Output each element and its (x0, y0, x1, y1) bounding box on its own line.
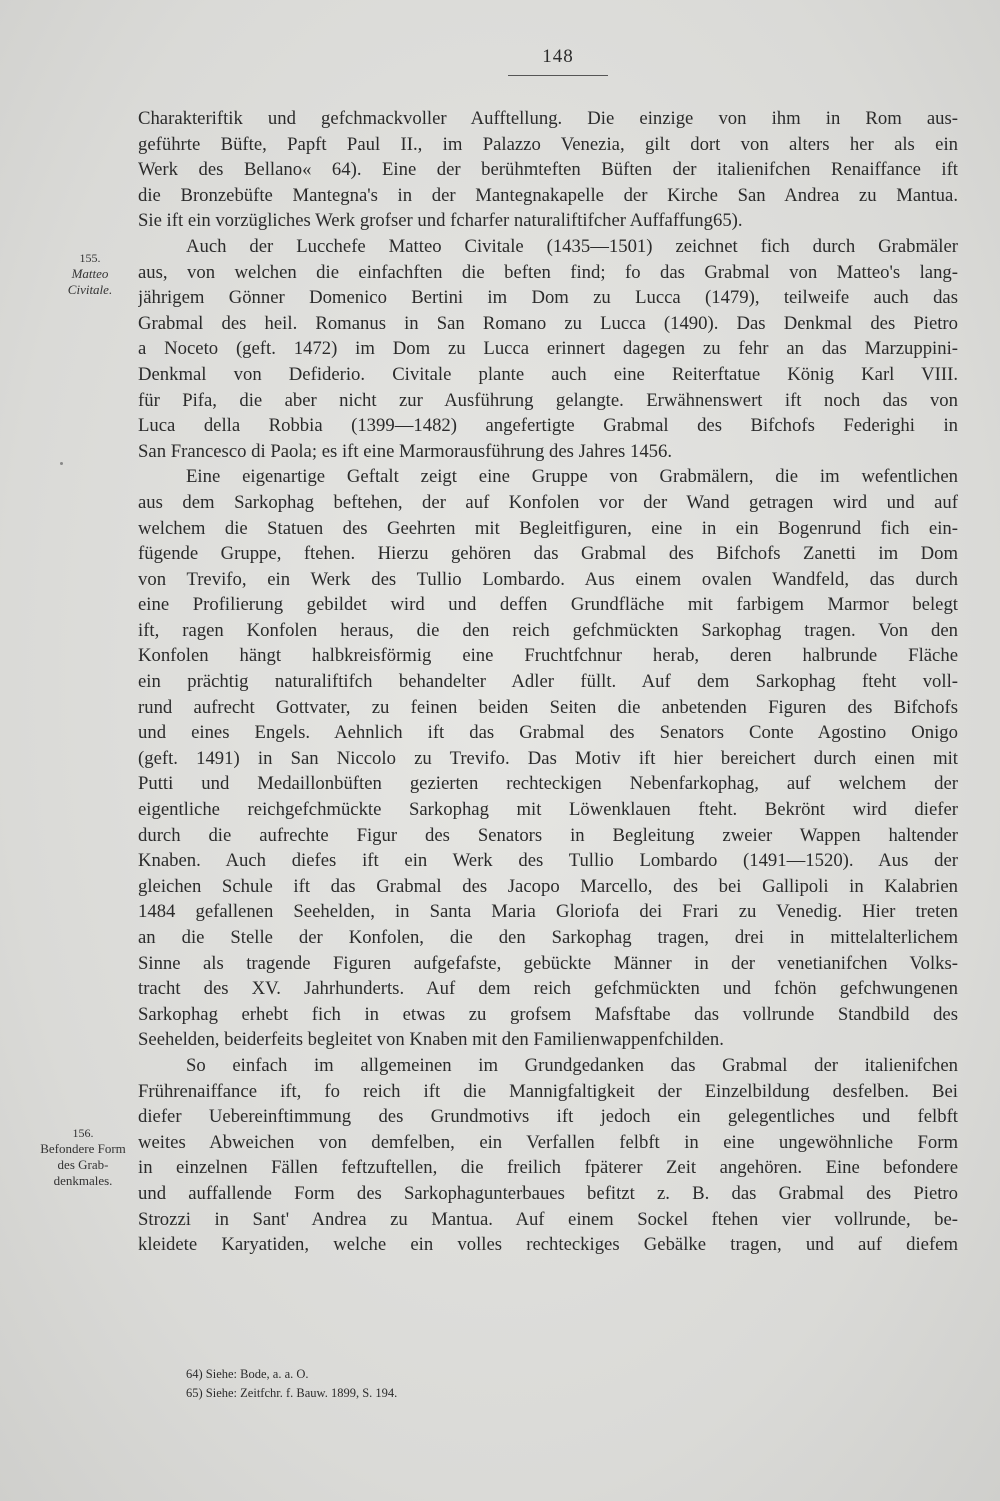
margin-note-line: denkmales. (53, 1173, 113, 1188)
text-line: Knaben. Auch diefes ift ein Werk des Tullio Lombardo (1491—1520). Aus der (138, 850, 958, 872)
text-line: Seehelden, beiderfeits begleitet von Knaben mit den Familienwappenfchilden. (138, 1029, 724, 1051)
text-line: ein prächtig naturaliftifch behandelter Adler füllt. Auf dem Sarkophag fteht voll- (138, 671, 958, 693)
header-rule (508, 75, 608, 76)
body-text (138, 106, 958, 1258)
text-line: rund aufrecht Gottvater, zu feinen beiden Seiten die anbetenden Figuren des Bifchofs (138, 696, 958, 718)
margin-note-number: 156. (72, 1126, 94, 1140)
text-line: ift, ragen Konfolen heraus, die den reich gefchmückten Sarkophag tragen. Von den (138, 619, 958, 641)
text-line: Sie ift ein vorzügliches Werk grofser und fcharfer naturaliftifcher Auffaffung65). (138, 210, 743, 232)
margin-note-line: Befondere Form (40, 1141, 126, 1156)
text-line: und auffallende Form des Sarkophagunterbaues befitzt z. B. das Grabmal des Pietro (138, 1182, 958, 1204)
text-line: die Bronzebüfte Mantegna's in der Mantegnakapelle der Kirche San Andrea zu Mantua. (138, 184, 958, 206)
text-line: eine Profilierung gebildet wird und deffen Grundfläche mit farbigem Marmor belegt (138, 594, 958, 616)
text-line: kleidete Karyatiden, welche ein volles rechteckiges Gebälke tragen, und auf diefem (138, 1234, 958, 1256)
text-line: tracht des XV. Jahrhunderts. Auf dem reich gefchmückten und fchön gefchwungenen (138, 978, 958, 1000)
text-line: aus dem Sarkophag beftehen, der auf Konfolen vor der Wand getragen wird und auf (138, 491, 958, 513)
text-line: Putti und Medaillonbüften gezierten rechteckigen Nebenfarkophag, auf welchem der (138, 773, 958, 795)
text-line: Eine eigenartige Geftalt zeigt eine Gruppe von Grabmälern, die im wefentlichen (186, 466, 958, 488)
text-line: Frührenaiffance ift, fo reich ift die Mannigfaltigkeit der Einzelbildung desfelben. Bei (138, 1080, 958, 1102)
text-line: (geft. 1491) in San Niccolo zu Trevifo. Das Motiv ift hier bereichert durch einen mit (138, 747, 958, 769)
margin-note-number: 155. (79, 251, 101, 265)
page-number: 148 (542, 46, 574, 67)
text-line: diefer Uebereinftimmung des Grundmotivs ift jedoch ein gelegentliches und felbft (138, 1106, 958, 1128)
text-line: gleichen Schule ift das Grabmal des Jacopo Marcello, des bei Gallipoli in Kalabrien (138, 875, 958, 897)
text-line: Auch der Lucchefe Matteo Civitale (1435—1501) zeichnet fich durch Grabmäler (186, 235, 958, 257)
scan-speck (60, 462, 63, 465)
text-line: und eines Engels. Aehnlich ift das Grabmal des Senators Conte Agostino Onigo (138, 722, 958, 744)
text-line: Grabmal des heil. Romanus in San Romano zu Lucca (1490). Das Denkmal des Pietro (138, 312, 958, 334)
margin-note-156 (28, 1125, 138, 1189)
text-line: a Noceto (geft. 1472) im Dom zu Lucca erinnert dagegen zu fehr an das Marzuppini- (138, 338, 958, 360)
text-line: Sinne als tragende Figuren aufgefafste, gebückte Männer in der venetianifchen Volks- (138, 952, 958, 974)
footnote-64: 64) Siehe: Bode, a. a. O. (186, 1367, 309, 1381)
text-line: weites Abweichen von demfelben, ein Verfallen felbft in eine ungewöhnliche Form (138, 1131, 958, 1153)
text-line: geführte Büfte, Papft Paul II., im Palazzo Venezia, gilt dort von alters her als ein (138, 133, 958, 155)
text-line: San Francesco di Paola; es ift eine Marmorausführung des Jahres 1456. (138, 440, 673, 462)
text-line: von Trevifo, ein Werk des Tullio Lombardo. Aus einem ovalen Wandfeld, das durch (138, 568, 958, 590)
text-line: an die Stelle der Konfolen, die den Sarkophag tragen, drei in mittelalterlichem (138, 927, 958, 948)
text-line: Konfolen hängt halbkreisförmig eine Fruchtfchnur herab, deren halbrunde Fläche (138, 645, 958, 667)
text-line: eigentliche reichgefchmückte Sarkophag mit Löwenklauen fteht. Bekrönt wird diefer (138, 799, 958, 821)
text-line: Luca della Robbia (1399—1482) angefertigte Grabmal des Bifchofs Federighi in (138, 415, 958, 437)
text-line: Werk des Bellano« 64). Eine der berühmteften Büften der italienifchen Renaiffance ift (138, 159, 958, 181)
text-line: durch die aufrechte Figur des Senators in Begleitung zweier Wappen haltender (138, 824, 958, 846)
text-line: für Pifa, die aber nicht zur Ausführung gelangte. Erwähnenswert ift noch das von (138, 389, 958, 411)
text-line: Strozzi in Sant' Andrea zu Mantua. Auf einem Sockel ftehen vier vollrunde, be- (138, 1208, 958, 1230)
text-line: welchem die Statuen des Geehrten mit Begleitfiguren, eine in ein Bogenrund fich ein- (138, 517, 958, 539)
footnotes (186, 1365, 686, 1403)
text-line: So einfach im allgemeinen im Grundgedanken das Grabmal der italienifchen (186, 1054, 958, 1076)
footnote-65: 65) Siehe: Zeitfchr. f. Bauw. 1899, S. 194. (186, 1386, 398, 1400)
text-line: fügende Gruppe, ftehen. Hierzu gehören das Grabmal des Bifchofs Zanetti im Dom (138, 543, 958, 565)
text-line: Denkmal von Defiderio. Civitale plante auch eine Reiterftatue König Karl VIII. (138, 363, 958, 385)
margin-note-line: Matteo (71, 266, 109, 281)
margin-note-line: Civitale. (67, 282, 113, 297)
text-line: 1484 gefallenen Seehelden, in Santa Maria Gloriofa dei Frari zu Venedig. Hier treten (138, 901, 958, 923)
text-line: jährigem Gönner Domenico Bertini im Dom zu Lucca (1479), teilweife auch das (138, 287, 958, 309)
text-line: Charakteriftik und gefchmackvoller Aufftellung. Die einzige von ihm in Rom aus- (138, 108, 958, 129)
margin-note-line: des Grab- (57, 1157, 109, 1172)
text-line: Sarkophag erhebt fich in etwas zu grofsem Mafsftabe das vollrunde Standbild des (138, 1003, 958, 1025)
text-line: aus, von welchen die einfachften die beften find; fo das Grabmal von Matteo's lang- (138, 261, 958, 283)
margin-note-155 (40, 250, 140, 298)
text-line: in einzelnen Fällen feftzuftellen, die freilich fpäterer Zeit angehören. Eine befondere (138, 1157, 958, 1179)
